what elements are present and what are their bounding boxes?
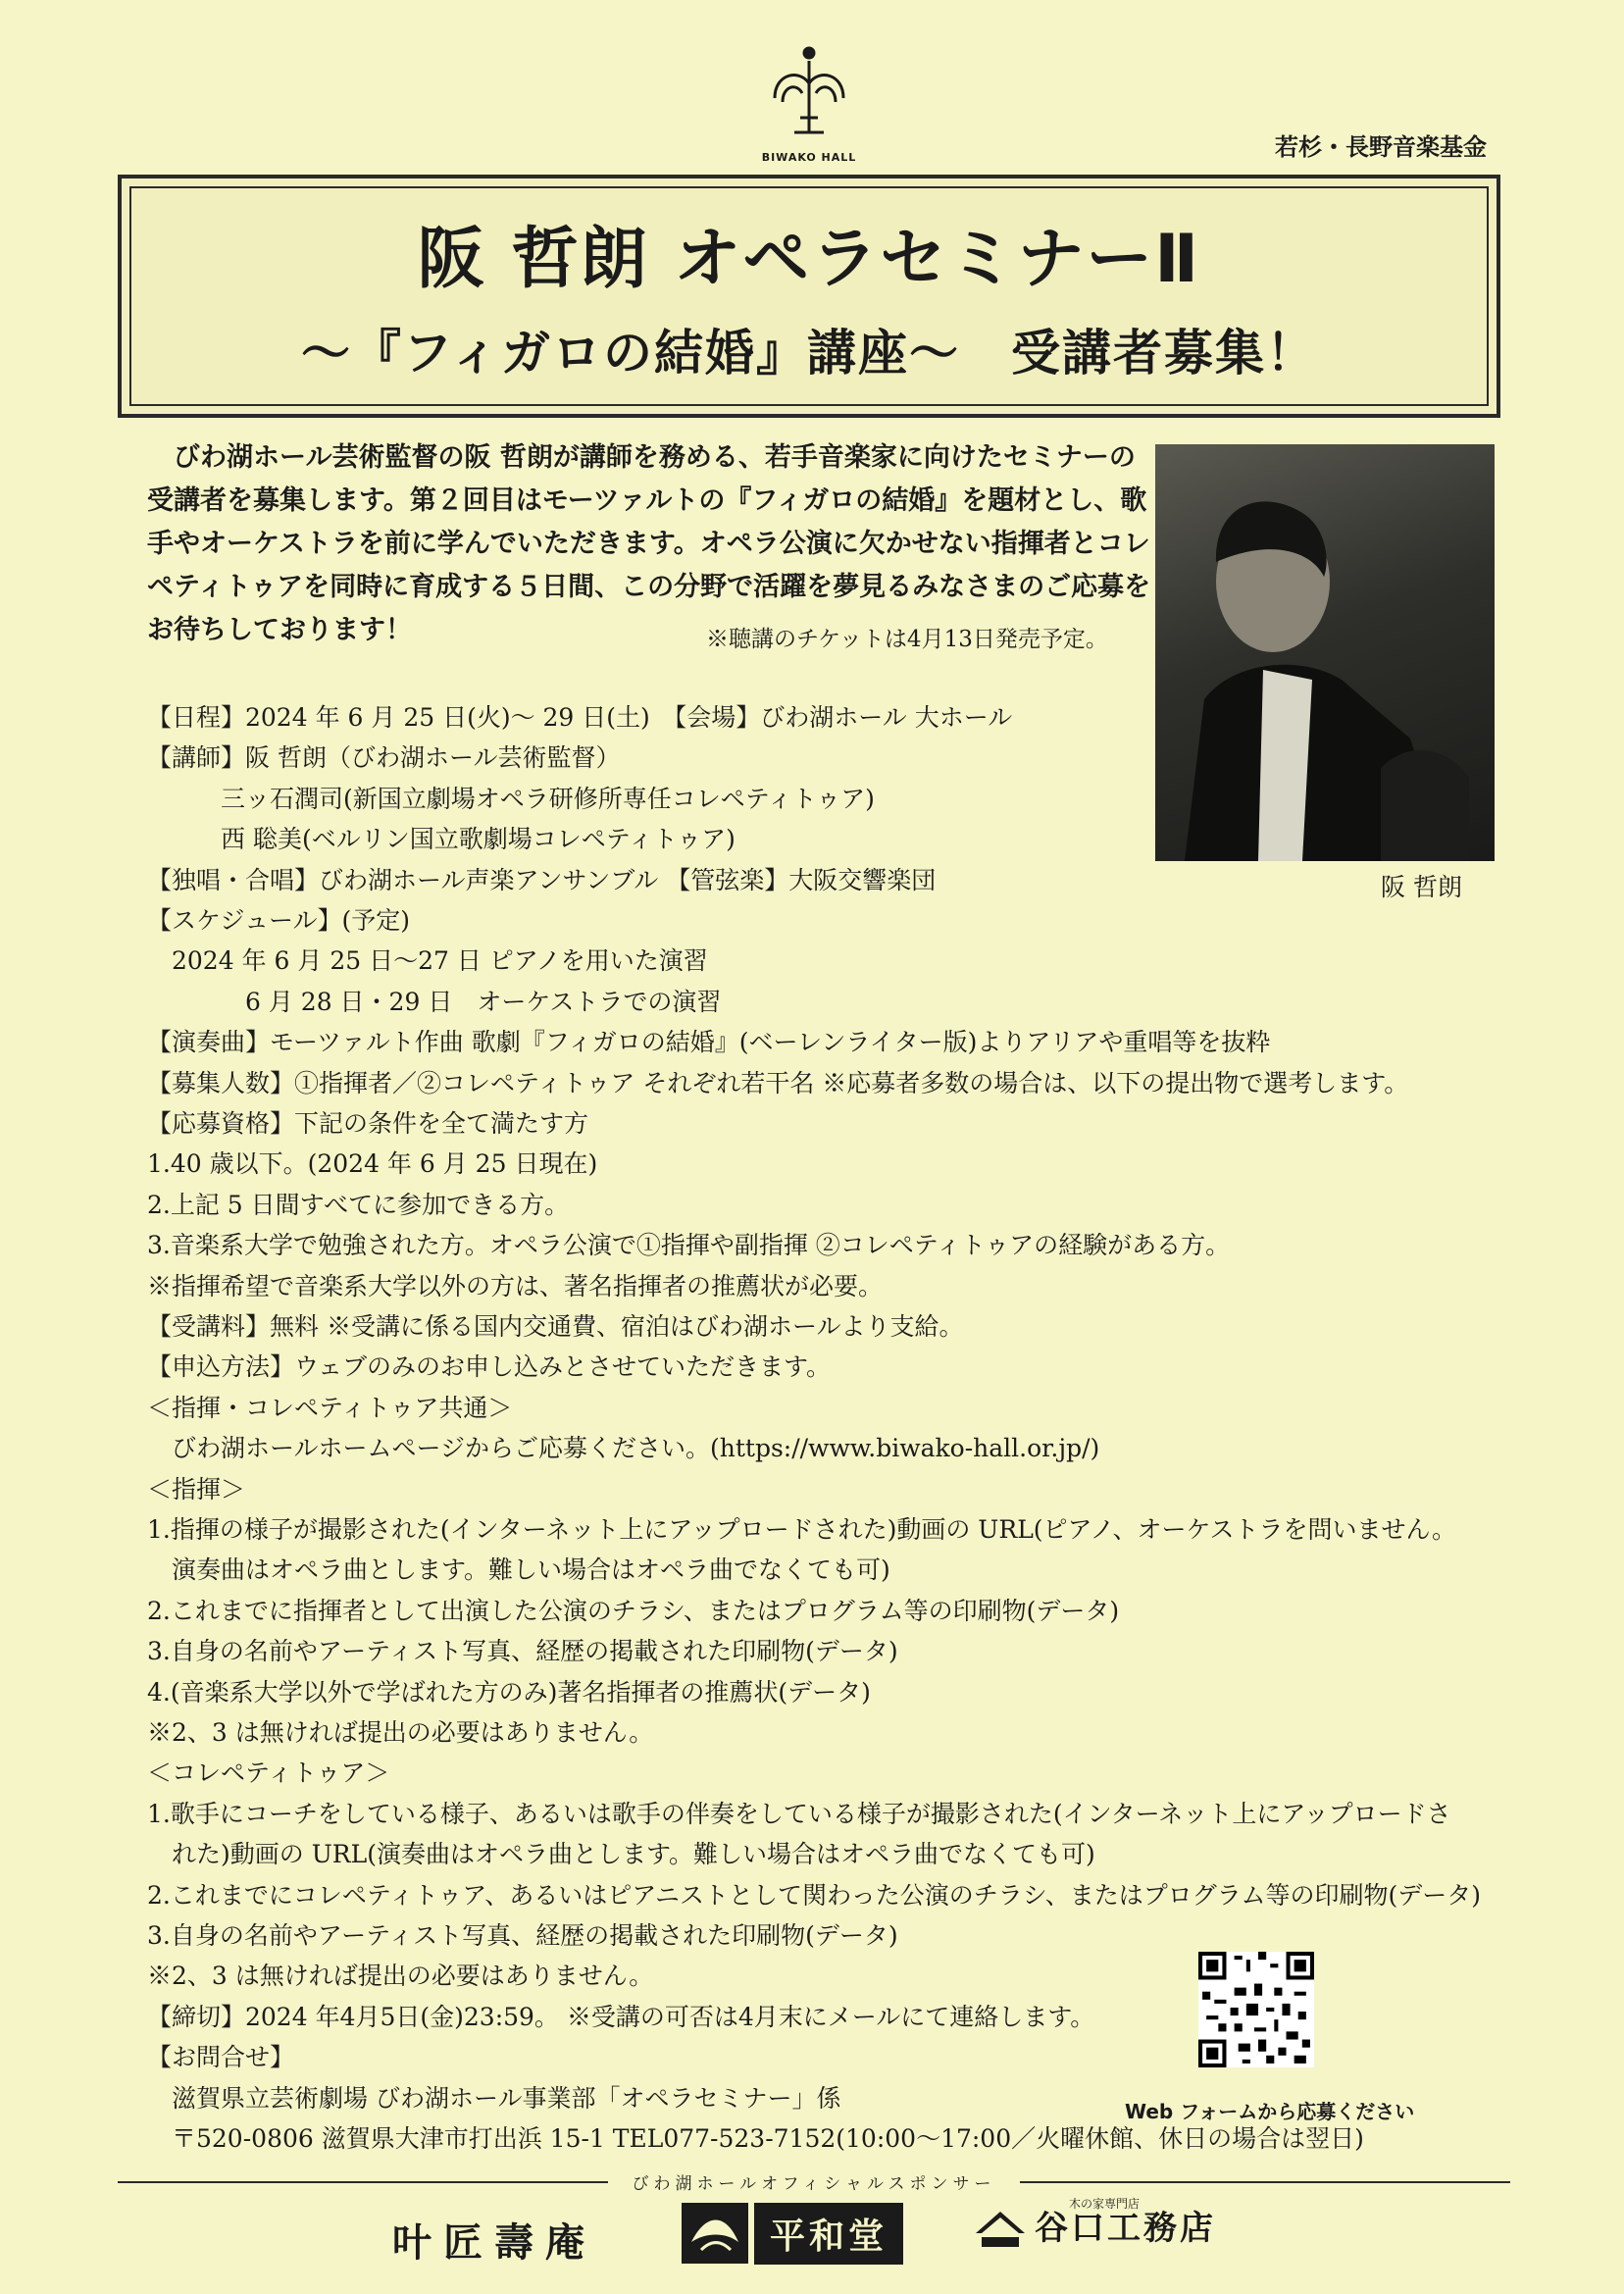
- detail-line: 【受講料】無料 ※受講に係る国内交通費、宿泊はびわ湖ホールより支給。: [147, 1312, 964, 1341]
- biwako-hall-emblem-icon: [755, 39, 863, 147]
- divider: [1020, 2181, 1510, 2183]
- detail-line: 【募集人数】①指揮者／②コレペティトゥア それぞれ若干名 ※応募者多数の場合は、以下の提出物で選考します。: [147, 1069, 1409, 1097]
- sponsor-heiwado-name: 平和堂: [754, 2203, 903, 2265]
- detail-line: 2024 年 6 月 25 日～27 日 ピアノを用いた演習: [147, 946, 708, 975]
- sponsor-taniguchi: [976, 2197, 1216, 2249]
- title-box: [118, 175, 1500, 418]
- detail-line: 滋賀県立芸術劇場 びわ湖ホール事業部「オペラセミナー」係: [147, 2084, 841, 2113]
- detail-line: 2.これまでに指揮者として出演した公演のチラシ、またはプログラム等の印刷物(データ): [147, 1597, 1120, 1625]
- detail-line: 三ッ石潤司(新国立劇場オペラ研修所専任コレペティトゥア): [147, 785, 875, 813]
- heiwado-logo-icon: [682, 2203, 748, 2264]
- detail-line: ＜コレペティトゥア＞: [147, 1759, 390, 1787]
- detail-line: 3.音楽系大学で勉強された方。オペラ公演で①指揮や副指揮 ②コレペティトゥアの経験がある方。: [147, 1231, 1231, 1259]
- photo-caption: 阪 哲朗: [1381, 873, 1462, 901]
- detail-line: 〒520-0806 滋賀県大津市打出浜 15-1 TEL077-523-7152(10:00～17:00／火曜休館、休日の場合は翌日): [147, 2124, 1364, 2153]
- sponsor-kanoshojuan: 叶匠壽庵: [392, 2219, 596, 2266]
- detail-line: 【申込方法】ウェブのみのお申し込みとさせていただきます。: [147, 1352, 832, 1381]
- qr-caption: Web フォームから応募ください: [1125, 2100, 1415, 2123]
- detail-line: ※2、3 は無ければ提出の必要はありません。: [147, 1962, 654, 1990]
- main-title: 阪 哲朗 オペラセミナーⅡ: [417, 221, 1201, 298]
- detail-line: 【日程】2024 年 6 月 25 日(火)～ 29 日(土) 【会場】びわ湖ホール 大ホール: [147, 703, 1013, 732]
- detail-line: 1.40 歳以下。(2024 年 6 月 25 日現在): [147, 1149, 598, 1178]
- detail-line: れた)動画の URL(演奏曲はオペラ曲とします。難しい場合はオペラ曲でなくても可): [147, 1840, 1095, 1868]
- sponsor-heiwado: [682, 2201, 903, 2266]
- detail-line: 3.自身の名前やアーティスト写真、経歴の掲載された印刷物(データ): [147, 1637, 898, 1665]
- house-roof-icon: [976, 2208, 1025, 2249]
- detail-line: ※2、3 は無ければ提出の必要はありません。: [147, 1718, 654, 1747]
- detail-line: 【独唱・合唱】びわ湖ホール声楽アンサンブル 【管弦楽】大阪交響楽団: [147, 866, 937, 894]
- detail-line: ＜指揮＞: [147, 1475, 246, 1504]
- detail-line: 【講師】阪 哲朗（びわ湖ホール芸術監督）: [147, 743, 621, 772]
- sponsor-taniguchi-name: 谷口工務店: [1035, 2209, 1216, 2248]
- detail-line: 【締切】2024 年4月5日(金)23:59。 ※受講の可否は4月末にメールにて連絡します。: [147, 2003, 1095, 2031]
- biwako-hall-logo: [755, 39, 863, 164]
- detail-line: 【応募資格】下記の条件を全て満たす方: [147, 1109, 589, 1138]
- qr-code-icon: [1198, 1952, 1314, 2067]
- sponsor-taniguchi-tagline: 木の家専門店: [1069, 2197, 1141, 2211]
- sub-title: ～『フィガロの結婚』講座～ 受講者募集！: [301, 325, 1317, 382]
- detail-line: 4.(音楽系大学以外で学ばれた方のみ)著名指揮者の推薦状(データ): [147, 1678, 871, 1707]
- detail-line: 6 月 28 日・29 日 オーケストラでの演習: [147, 988, 722, 1016]
- detail-line: 【演奏曲】モーツァルト作曲 歌劇『フィガロの結婚』(ベーレンライター版)よりアリアや重唱等を抜粋: [147, 1028, 1271, 1056]
- sponsor-bar: [118, 2167, 1510, 2197]
- intro-paragraph: びわ湖ホール芸術監督の阪 哲朗が講師を務める、若手音楽家に向けたセミナーの受講者を募集します。第２回目はモーツァルトの『フィガロの結婚』を題材とし、歌手やオーケストラを前に学んでいただきます。オペラ公演に欠かせない指揮者とコレペティトゥアを同時に育成する５日間、この分野で活躍を夢見るみなさまのご応募をお待ちしております！: [147, 442, 1151, 645]
- foundation-name: 若杉・長野音楽基金: [1275, 133, 1487, 161]
- detail-line: ＜指揮・コレペティトゥア共通＞: [147, 1394, 513, 1422]
- logo-text: BIWAKO HALL: [761, 151, 857, 164]
- conductor-photo: [1155, 444, 1495, 861]
- detail-line: 2.上記 5 日間すべてに参加できる方。: [147, 1191, 570, 1219]
- ticket-note: ※聴講のチケットは4月13日発売予定。: [706, 627, 1108, 652]
- detail-line: 【お問合せ】: [147, 2043, 295, 2071]
- detail-line: 1.指揮の様子が撮影された(インターネット上にアップロードされた)動画の URL(ピアノ、オーケストラを問いません。: [147, 1515, 1457, 1544]
- detail-line: 演奏曲はオペラ曲とします。難しい場合はオペラ曲でなくても可): [147, 1555, 890, 1584]
- portrait-image: [1155, 444, 1495, 861]
- detail-line: 【スケジュール】(予定): [147, 906, 411, 935]
- qr-code[interactable]: [1198, 1952, 1314, 2067]
- detail-line: 2.これまでにコレペティトゥア、あるいはピアニストとして関わった公演のチラシ、またはプログラム等の印刷物(データ): [147, 1881, 1481, 1910]
- detail-line: 西 聡美(ベルリン国立歌劇場コレペティトゥア): [147, 825, 736, 853]
- detail-line: びわ湖ホールホームページからご応募ください。(https://www.biwako-hall.or.jp/): [147, 1434, 1100, 1462]
- detail-line: ※指揮希望で音楽系大学以外の方は、著名指揮者の推薦状が必要。: [147, 1272, 884, 1300]
- detail-line: 3.自身の名前やアーティスト写真、経歴の掲載された印刷物(データ): [147, 1921, 898, 1950]
- detail-line: 1.歌手にコーチをしている様子、あるいは歌手の伴奏をしている様子が撮影された(インターネット上にアップロードさ: [147, 1800, 1451, 1828]
- sponsor-heading: びわ湖ホールオフィシャルスポンサー: [632, 2174, 996, 2194]
